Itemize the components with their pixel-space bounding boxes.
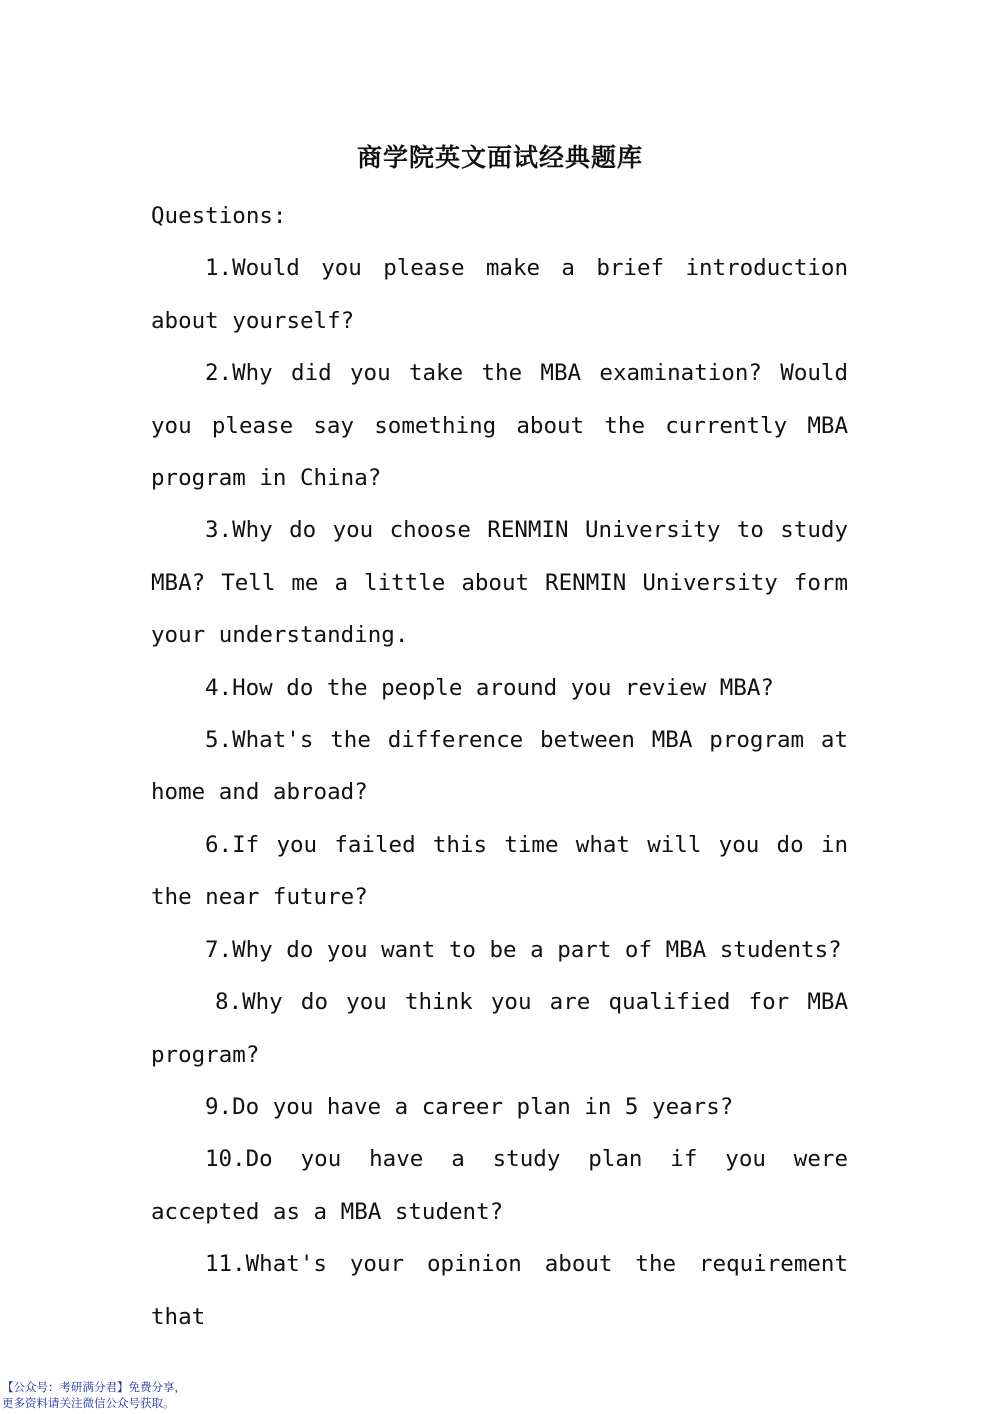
question-item: 9.Do you have a career plan in 5 years? <box>205 1093 734 1120</box>
question-item: 11.What's your opinion about the requirement that <box>151 1251 848 1330</box>
question-item: 6.If you failed this time what will you do in the near future? <box>151 831 848 911</box>
question-item: 1.Would you please make a brief introduction about yourself? <box>151 255 848 334</box>
question-item: 10.Do you have a study plan if you were accepted as a MBA student? <box>151 1146 848 1225</box>
question-item: 2.Why did you take the MBA examination? Would you please say something about the currently MBA program in China? <box>151 360 848 492</box>
question-item: 3.Why do you choose RENMIN University to study MBA? Tell me a little about RENMIN University form your understanding. <box>151 517 848 649</box>
question-item: 7.Why do you want to be a part of MBA students? <box>205 936 842 963</box>
page-title: 商学院英文面试经典题库 <box>356 143 643 172</box>
document-body <box>151 190 848 1343</box>
questions-heading: Questions: <box>151 203 287 229</box>
question-item: 8.Why do you think you are qualified for MBA program? <box>151 989 848 1068</box>
footer-line: 【公众号：考研满分君】免费分享， <box>2 1380 186 1394</box>
question-item: 5.What's the difference between MBA program at home and abroad? <box>151 727 848 806</box>
footer-line: 更多资料请关注微信公众号获取。 <box>2 1396 175 1410</box>
watermark-footer <box>2 1379 186 1411</box>
question-item: 4.How do the people around you review MBA? <box>205 674 774 701</box>
